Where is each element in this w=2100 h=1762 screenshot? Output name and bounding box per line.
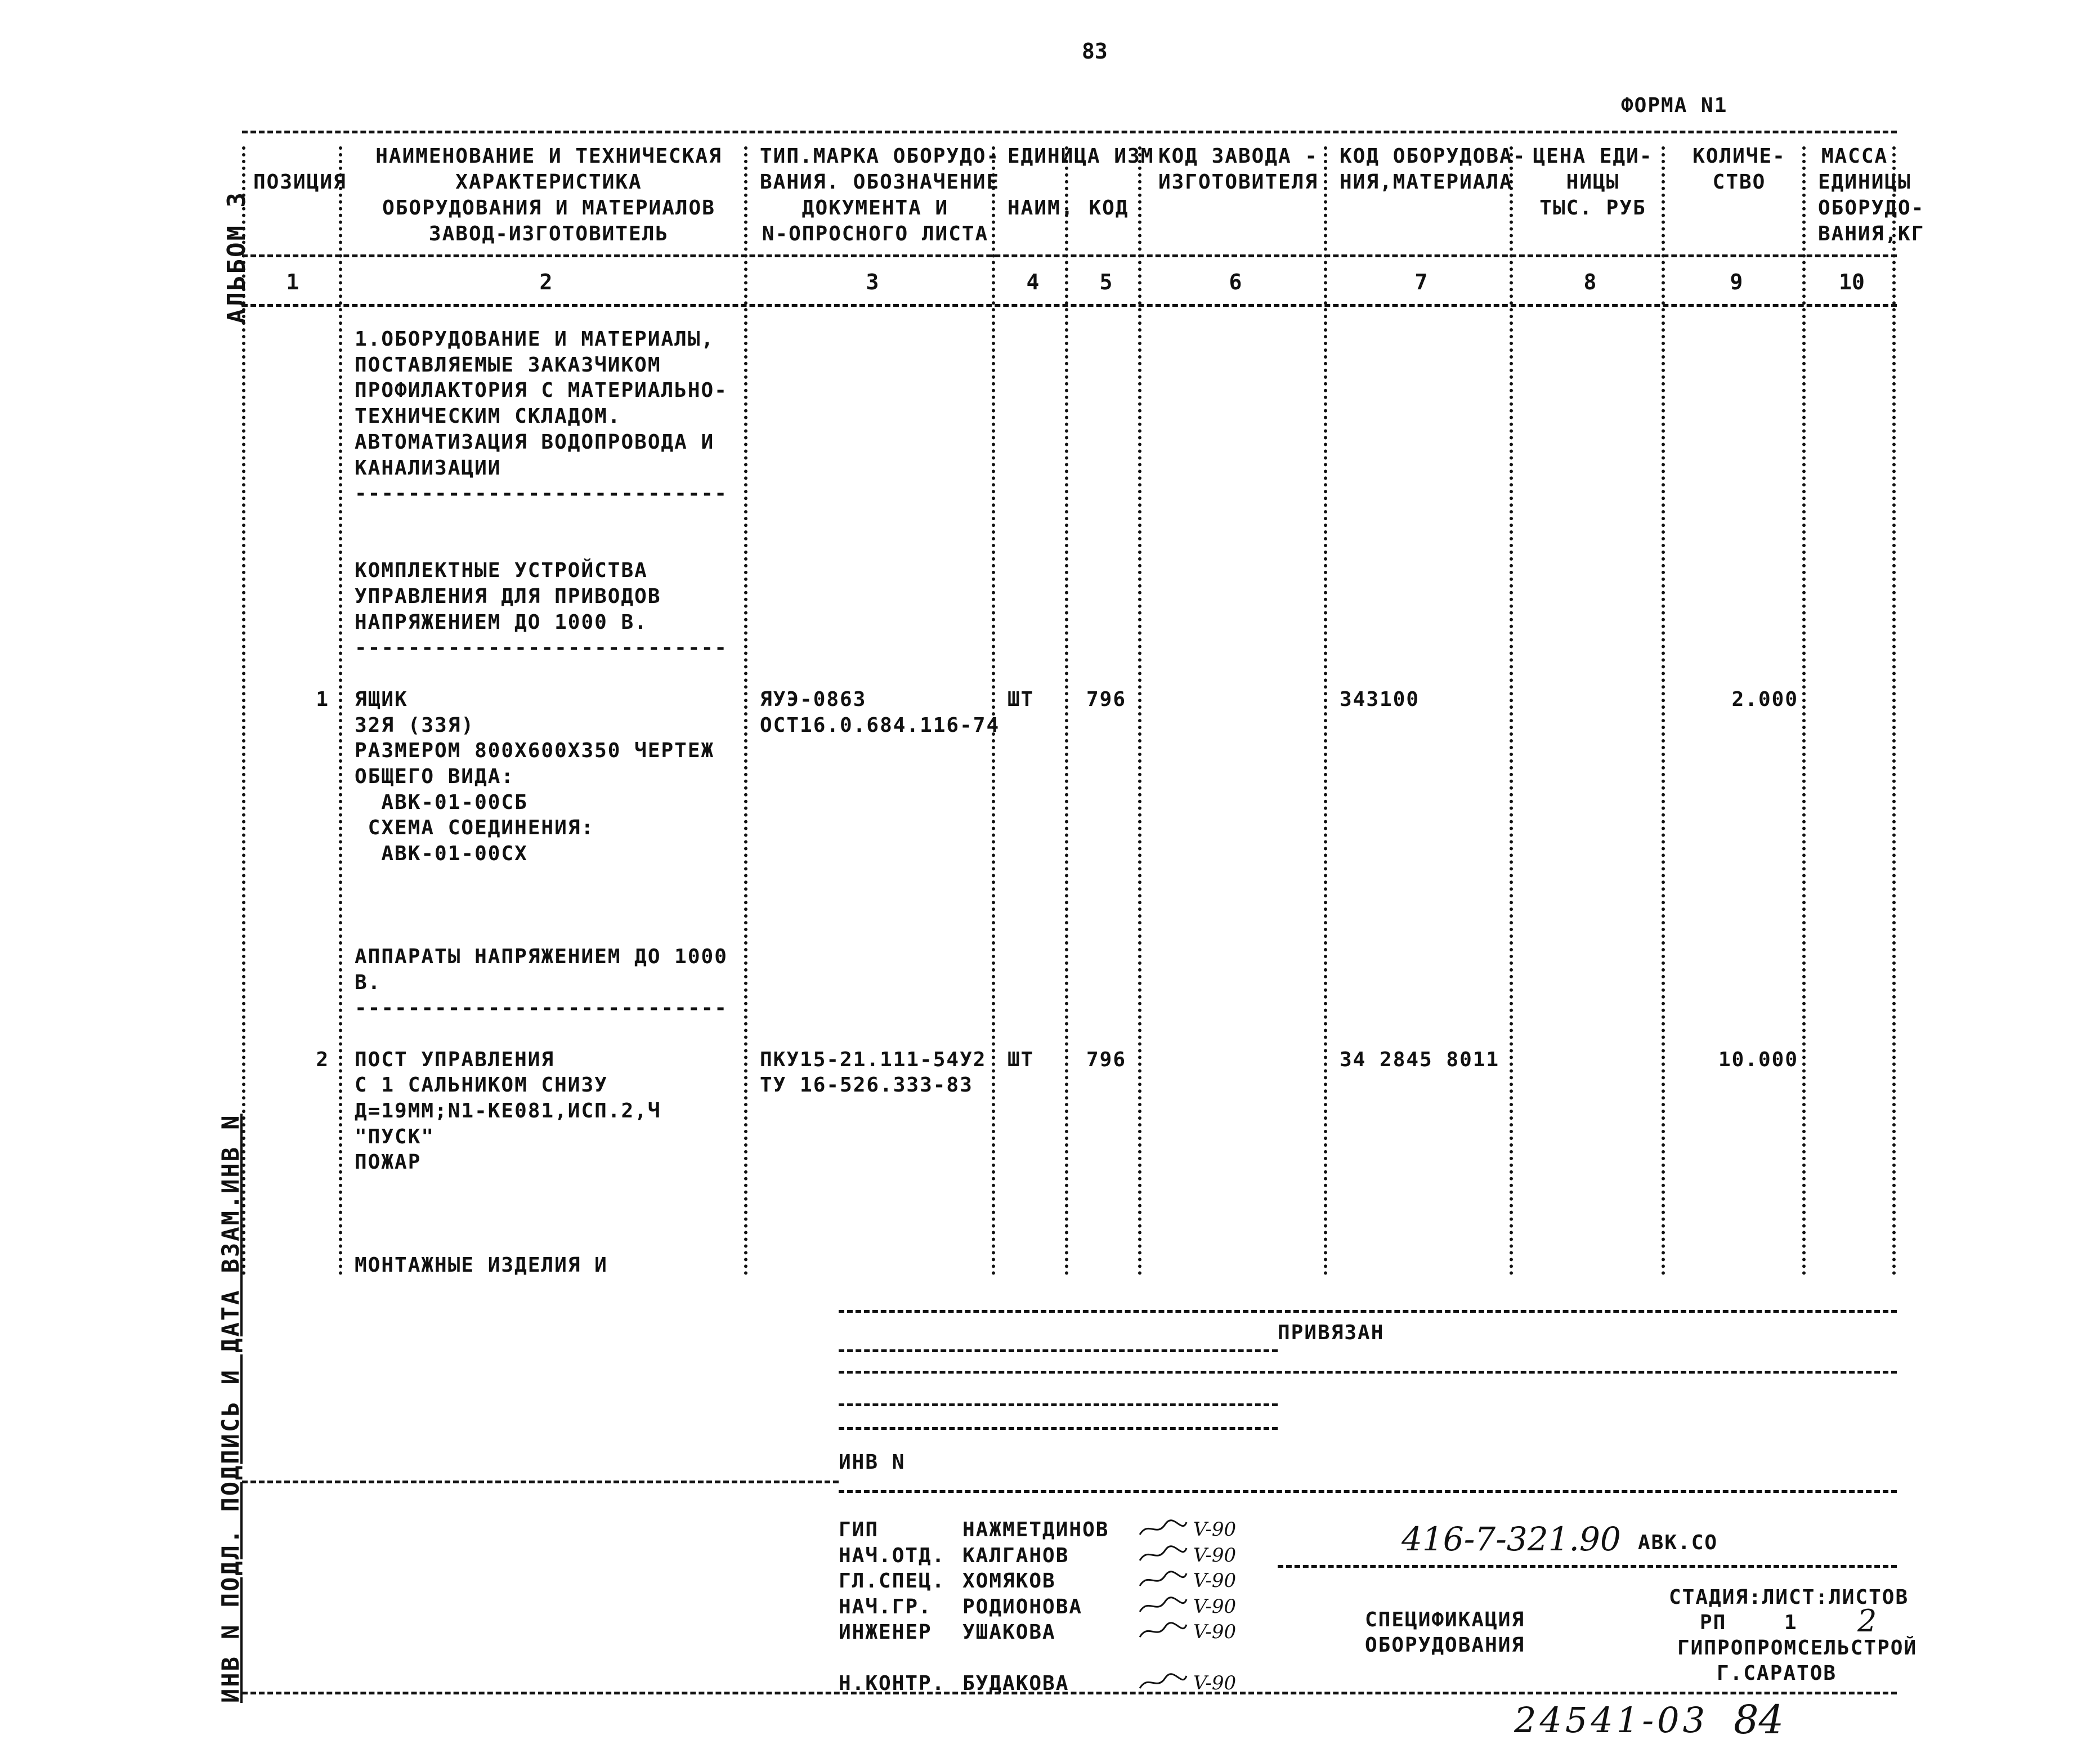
equipment-code-cell: 34 2845 8011 (1340, 1048, 1500, 1071)
header-cell: ОБОРУДО- (1818, 196, 1925, 220)
name-cell: С 1 САЛЬНИКОМ СНИЗУ (355, 1074, 608, 1097)
document-code: 416-7-321.90 (1402, 1520, 1621, 1558)
titleblock-bottom-rule (242, 1692, 1897, 1694)
side-stamp: ИНВ N ПОДЛ. ПОДПИСЬ И ДАТА ВЗАМ.ИНВ N (217, 1113, 244, 1703)
name-cell: ---------------------------- (355, 482, 728, 506)
title-block (242, 1298, 1918, 1703)
column-number: 3 (866, 270, 879, 294)
name-cell: НАПРЯЖЕНИЕМ ДО 1000 В. (355, 610, 648, 634)
header-cell: НИЦЫ (1566, 171, 1620, 194)
name-cell: ПРОФИЛАКТОРИЯ С МАТЕРИАЛЬНО- (355, 379, 728, 403)
tb-rule-6 (242, 1481, 839, 1483)
column-separator (1065, 146, 1068, 1276)
tb-rule-2 (839, 1371, 1897, 1374)
sign-date: V-90 (1193, 1569, 1237, 1592)
organization: ГИПРОПРОМСЕЛЬСТРОЙ (1677, 1636, 1918, 1660)
equipment-code-cell: 343100 (1340, 687, 1420, 711)
name-cell: "ПУСК" (355, 1125, 435, 1148)
column-number: 9 (1730, 270, 1743, 294)
page-number: 83 (1082, 39, 1108, 64)
name-cell: КАНАЛИЗАЦИИ (355, 456, 502, 480)
column-number: 4 (1026, 270, 1040, 294)
sign-date: V-90 (1193, 1595, 1237, 1618)
name-cell: ЯЩИК (355, 687, 408, 711)
name-cell: 1.ОБОРУДОВАНИЕ И МАТЕРИАЛЫ, (355, 328, 715, 351)
name-cell: ОБЩЕГО ВИДА: (355, 764, 515, 788)
header-cell: НИЯ,МАТЕРИАЛА (1340, 171, 1513, 194)
archive-number: 24541-03 (1514, 1700, 1709, 1741)
header-cell: ИЗГОТОВИТЕЛЯ (1158, 171, 1319, 194)
table-top-rule (242, 131, 1897, 133)
type-cell: ТУ 16-526.333-83 (760, 1074, 973, 1097)
column-separator (1138, 146, 1141, 1276)
name-cell: АППАРАТЫ НАПРЯЖЕНИЕМ ДО 1000 (355, 945, 728, 968)
role-label: Н.КОНТР. (839, 1672, 946, 1695)
header-cell: ДОКУМЕНТА И (802, 196, 949, 220)
form-label: ФОРМА N1 (1621, 94, 1728, 117)
name-cell: 32Я (33Я) (355, 713, 475, 737)
column-separator (1662, 146, 1665, 1276)
type-cell: ПКУ15-21.111-54У2 (760, 1048, 987, 1071)
header-cell: КОД (1089, 196, 1129, 220)
header-cell: N-ОПРОСНОГО ЛИСТА (762, 222, 989, 245)
sign-date: V-90 (1193, 1518, 1237, 1541)
signature-scribble (1137, 1671, 1188, 1699)
header-bottom-rule (242, 254, 1897, 257)
colnum-bottom-rule (242, 304, 1897, 307)
tb-rule-7 (1278, 1565, 1897, 1568)
column-separator (744, 146, 747, 1276)
column-number: 6 (1229, 270, 1242, 294)
inv-label: ИНВ N (839, 1451, 906, 1474)
stage-header: СТАДИЯ:ЛИСТ:ЛИСТОВ (1669, 1586, 1909, 1609)
name-cell: АВК-01-00СХ (355, 842, 528, 865)
name-cell: ТЕХНИЧЕСКИМ СКЛАДОМ. (355, 405, 621, 428)
quantity-cell: 2.000 (1731, 687, 1798, 711)
name-cell: ПОСТАВЛЯЕМЫЕ ЗАКАЗЧИКОМ (355, 353, 661, 377)
name-cell: СХЕМА СОЕДИНЕНИЯ: (355, 816, 595, 840)
column-number: 7 (1414, 270, 1428, 294)
header-cell: НАИМ. (1008, 196, 1074, 220)
column-number: 5 (1099, 270, 1113, 294)
column-separator (1802, 146, 1806, 1276)
signature-scribble (1137, 1544, 1188, 1571)
column-number: 8 (1583, 270, 1597, 294)
sign-date: V-90 (1193, 1544, 1237, 1567)
signature-scribble (1137, 1620, 1188, 1648)
unit-name-cell: ШТ (1008, 1048, 1035, 1071)
name-cell: ---------------------------- (355, 636, 728, 660)
header-cell: ПОЗИЦИЯ (253, 171, 347, 194)
signature-scribble (1137, 1569, 1188, 1596)
sheets-value: 2 (1857, 1603, 1877, 1639)
privyazan-label: ПРИВЯЗАН (1278, 1321, 1385, 1344)
header-cell: МАССА (1821, 145, 1888, 168)
header-cell: СТВО (1712, 171, 1766, 194)
header-cell: ХАРАКТЕРИСТИКА (455, 171, 642, 194)
person-name: НАЖМЕТДИНОВ (962, 1518, 1109, 1541)
header-cell: ЦЕНА ЕДИ- (1533, 145, 1653, 168)
unit-name-cell: ШТ (1008, 687, 1035, 711)
role-label: ГИП (839, 1518, 879, 1541)
name-cell: ---------------------------- (355, 996, 728, 1020)
header-cell: ЕДИНИЦА ИЗМ (1008, 145, 1154, 168)
name-cell: ПОСТ УПРАВЛЕНИЯ (355, 1048, 555, 1071)
archive-page: 84 (1734, 1697, 1784, 1743)
tb-rule-3 (839, 1403, 1278, 1406)
header-cell: КОЛИЧЕ- (1692, 145, 1786, 168)
name-cell: РАЗМЕРОМ 800Х600Х350 ЧЕРТЕЖ (355, 739, 715, 763)
name-cell: В. (355, 971, 382, 994)
header-cell: НАИМЕНОВАНИЕ И ТЕХНИЧЕСКАЯ (375, 145, 722, 168)
name-cell: ПОЖАР (355, 1151, 422, 1174)
unit-code-cell: 796 (1086, 1048, 1127, 1071)
column-separator (992, 146, 995, 1276)
sign-date: V-90 (1193, 1672, 1237, 1694)
sign-date: V-90 (1193, 1621, 1237, 1643)
signature-scribble (1137, 1518, 1188, 1545)
column-separator (339, 146, 342, 1276)
stage-value: РП (1700, 1611, 1727, 1634)
quantity-cell: 10.000 (1718, 1048, 1798, 1071)
unit-code-cell: 796 (1086, 687, 1127, 711)
column-separator (242, 146, 245, 1276)
name-cell: МОНТАЖНЫЕ ИЗДЕЛИЯ И (355, 1254, 608, 1277)
header-cell: ВАНИЯ,КГ (1818, 222, 1925, 245)
column-number: 2 (539, 270, 553, 294)
document-title-line-1: СПЕЦИФИКАЦИЯ (1365, 1608, 1525, 1631)
position-cell: 1 (316, 687, 329, 711)
type-cell: ОСТ16.0.684.116-74 (760, 713, 1000, 737)
name-cell: АВК-01-00СБ (355, 790, 528, 814)
header-cell: КОД ЗАВОДА - (1158, 145, 1319, 168)
tb-rule-5 (839, 1490, 1897, 1493)
header-cell: ТИП.МАРКА ОБОРУДО- (760, 145, 1000, 168)
header-cell: ТЫС. РУБ (1539, 196, 1646, 220)
header-cell: ЕДИНИЦЫ (1818, 171, 1911, 194)
type-cell: ЯУЭ-0863 (760, 687, 867, 711)
role-label: НАЧ.ГР. (839, 1595, 932, 1618)
tb-rule-4 (839, 1427, 1278, 1430)
signature-scribble (1137, 1595, 1188, 1622)
column-number: 1 (286, 270, 299, 294)
person-name: ХОМЯКОВ (962, 1569, 1056, 1593)
document-suffix: АВК.СО (1638, 1531, 1718, 1554)
role-label: ИНЖЕНЕР (839, 1621, 932, 1644)
document-title-line-2: ОБОРУДОВАНИЯ (1365, 1634, 1525, 1657)
city: Г.САРАТОВ (1717, 1662, 1837, 1685)
column-separator (1324, 146, 1327, 1276)
tb-rule-1 (839, 1349, 1278, 1352)
role-label: НАЧ.ОТД. (839, 1544, 946, 1567)
position-cell: 2 (316, 1048, 329, 1071)
titleblock-top-rule (839, 1310, 1897, 1313)
header-cell: КОД ОБОРУДОВА- (1340, 145, 1526, 168)
person-name: БУДАКОВА (962, 1672, 1069, 1695)
album-label: АЛЬБОМ 3 (222, 191, 251, 324)
name-cell: АВТОМАТИЗАЦИЯ ВОДОПРОВОДА И (355, 430, 715, 454)
column-separator (1510, 146, 1513, 1276)
person-name: УШАКОВА (962, 1621, 1056, 1644)
specification-table (242, 124, 1925, 1306)
name-cell: КОМПЛЕКТНЫЕ УСТРОЙСТВА (355, 559, 648, 583)
person-name: РОДИОНОВА (962, 1595, 1083, 1618)
column-number: 10 (1839, 270, 1865, 294)
name-cell: Д=19ММ;N1-КЕ081,ИСП.2,Ч (355, 1099, 661, 1123)
header-cell: ЗАВОД-ИЗГОТОВИТЕЛЬ (428, 222, 669, 245)
header-cell: ВАНИЯ. ОБОЗНАЧЕНИЕ (760, 171, 1000, 194)
header-cell: ОБОРУДОВАНИЯ И МАТЕРИАЛОВ (382, 196, 715, 220)
role-label: ГЛ.СПЕЦ. (839, 1569, 946, 1593)
name-cell: УПРАВЛЕНИЯ ДЛЯ ПРИВОДОВ (355, 585, 661, 608)
person-name: КАЛГАНОВ (962, 1544, 1069, 1567)
column-separator (1892, 146, 1896, 1276)
sheet-value: 1 (1784, 1611, 1798, 1634)
